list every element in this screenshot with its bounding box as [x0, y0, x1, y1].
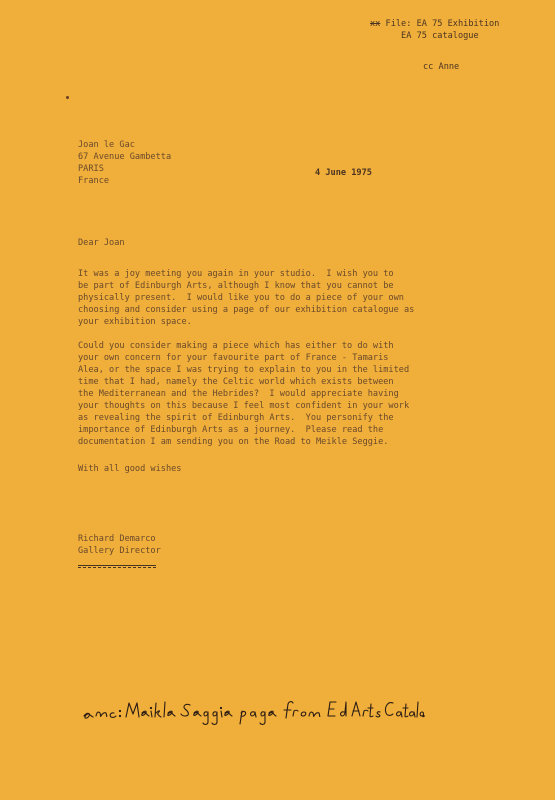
ink-dot: [66, 96, 69, 99]
body-paragraph-2: [78, 340, 409, 448]
recipient-street: 67 Avenue Gambetta: [78, 152, 172, 162]
paragraph-line: your own concern for your favourite part of France - Tamaris: [78, 353, 389, 363]
signatory-name: Richard Demarco: [78, 534, 156, 544]
paragraph-line: Alea, or the space I was trying to explain to you in the limited: [78, 365, 410, 375]
paragraph-line: time that I had, namely the Celtic world which exists between: [78, 377, 394, 387]
recipient-name: Joan le Gac: [78, 140, 135, 150]
paragraph-line: importance of Edinburgh Arts as a journey. Please read the: [78, 425, 384, 435]
signatory-title: Gallery Director: [78, 546, 161, 556]
closing: With all good wishes: [78, 464, 182, 474]
recipient-country: France: [78, 176, 110, 186]
paragraph-line: choosing and consider using a page of our exhibition catalogue as: [78, 305, 415, 315]
recipient-address: [78, 139, 171, 187]
body-paragraph-1: [78, 268, 414, 328]
paragraph-line: the Mediterranean and the Hebrides? I would appreciate having: [78, 389, 399, 399]
salutation: Dear Joan: [78, 238, 125, 248]
paragraph-line: your exhibition space.: [78, 317, 192, 327]
file-reference: [370, 18, 499, 42]
recipient-city: PARIS: [78, 164, 104, 174]
signature-block: [78, 533, 161, 557]
file-line-1: File: EA 75 Exhibition: [380, 19, 500, 29]
paragraph-line: documentation I am sending you on the Road to Meikle Seggie.: [78, 437, 389, 447]
paragraph-line: your thoughts on this because I feel most confident in your work: [78, 401, 410, 411]
paragraph-line: be part of Edinburgh Arts, although I know that you cannot be: [78, 281, 394, 291]
file-line-2: EA 75 catalogue: [401, 31, 479, 41]
file-prefix-struck: xx: [370, 19, 381, 29]
letter-date: 4 June 1975: [315, 168, 372, 178]
paragraph-line: as revealing the spirit of Edinburgh Arts. You personify the: [78, 413, 394, 423]
paragraph-line: It was a joy meeting you again in your studio. I wish you to: [78, 269, 394, 279]
signature-underline: [78, 565, 156, 568]
handwritten-enclosure-note: [80, 694, 425, 726]
paragraph-line: Could you consider making a piece which has either to do with: [78, 341, 394, 351]
handwritten-note: [80, 694, 425, 726]
paragraph-line: physically present. I would like you to do a piece of your own: [78, 293, 404, 303]
cc-line: cc Anne: [423, 62, 460, 72]
